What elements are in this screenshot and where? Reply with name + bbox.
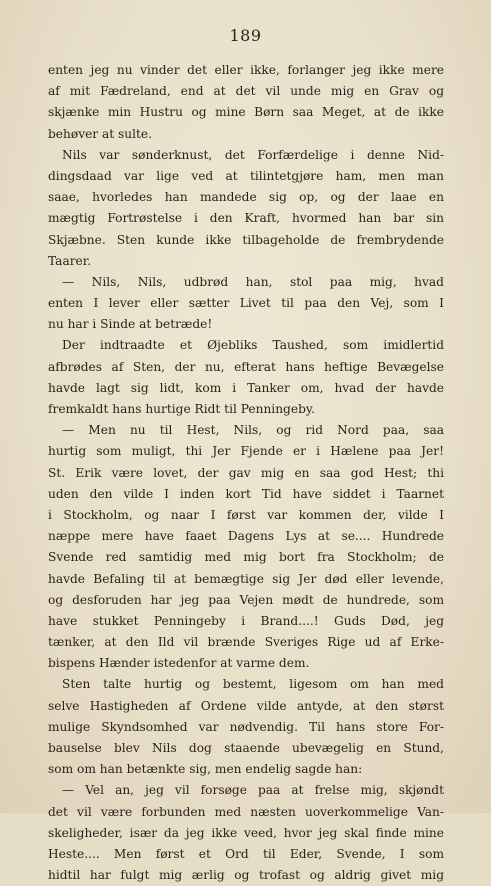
- text-line: St. Erik være lovet, der gav mig en saa god Hest; thi: [48, 465, 444, 480]
- text-line: have stukket Penningeby i Brand....! Guds Død, jeg: [48, 613, 444, 628]
- text-line: mulige Skyndsomhed var nødvendig. Til hans store For-: [48, 719, 444, 734]
- text-line: behøver at sulte.: [48, 126, 153, 141]
- text-line: Skjæbne. Sten kunde ikke tilbageholde de frembrydende: [48, 232, 444, 247]
- text-line: afbrødes af Sten, der nu, efterat hans heftige Bevægelse: [48, 359, 444, 374]
- text-line: hurtig som muligt, thi Jer Fjende er i Hælene paa Jer!: [48, 444, 444, 459]
- text-line: som om han betænkte sig, men endelig sagde han:: [48, 762, 363, 777]
- text-line: Nils var sønderknust, det Forfærdelige i denne Nid-: [62, 147, 444, 162]
- text-line: og desforuden har jeg paa Vejen mødt de hundrede, som: [48, 592, 444, 607]
- text-line: tænker, at den Ild vil brænde Sveriges Rige ud af Erke-: [48, 635, 444, 650]
- text-line: enten I lever eller sætter Livet til paa den Vej, som I: [48, 296, 444, 311]
- text-line: selve Hastigheden af Ordene vilde antyde, at den størst: [48, 698, 444, 713]
- text-line: — Nils, Nils, udbrød han, stol paa mig, hvad: [62, 274, 444, 289]
- text-line: næppe mere have faaet Dagens Lys at se.... Hundrede: [48, 529, 444, 544]
- text-line: Svende red samtidig med mig bort fra Stockholm; de: [48, 550, 444, 565]
- text-line: skjænke min Hustru og mine Børn saa Meget, at de ikke: [48, 105, 444, 120]
- text-line: mægtig Fortrøstelse i den Kraft, hvormed han bar sin: [48, 211, 444, 226]
- body-text: [48, 60, 444, 886]
- text-line: Der indtraadte et Øjebliks Taushed, som imidlertid: [62, 338, 444, 353]
- text-line: dingsdaad var lige ved at tilintetgjøre ham, men man: [48, 168, 444, 183]
- page-number: 189: [229, 26, 262, 45]
- text-line: af mit Fædreland, end at det vil unde mig en Grav og: [48, 84, 444, 99]
- text-line: bispens Hænder istedenfor at varme dem.: [48, 656, 310, 671]
- text-line: Heste.... Men først et Ord til Eder, Svende, I som: [48, 846, 444, 861]
- text-line: enten jeg nu vinder det eller ikke, forlanger jeg ikke mere: [48, 63, 444, 77]
- text-line: Sten talte hurtig og bestemt, ligesom om han med: [62, 677, 444, 692]
- text-line: i Stockholm, og naar I først var kommen der, vilde I: [48, 507, 444, 522]
- text-line: fremkaldt hans hurtige Ridt til Penningeby.: [48, 402, 316, 416]
- text-line: det vil være forbunden med næsten uoverkommelige Van-: [48, 804, 444, 819]
- text-line: uden den vilde I inden kort Tid have siddet i Taarnet: [48, 486, 444, 501]
- text-line: saae, hvorledes han mandede sig op, og der laae en: [48, 190, 444, 205]
- text-line: hidtil har fulgt mig ærlig og trofast og aldrig givet mig: [48, 868, 444, 883]
- text-line: havde Befaling til at bemægtige sig Jer død eller levende,: [48, 571, 444, 586]
- text-line: skeligheder, især da jeg ikke veed, hvor jeg skal finde mine: [48, 825, 444, 840]
- text-line: Taarer.: [48, 253, 92, 268]
- text-line: havde lagt sig lidt, kom i Tanker om, hvad der havde: [48, 380, 444, 395]
- text-line: — Men nu til Hest, Nils, og rid Nord paa, saa: [62, 423, 444, 438]
- text-line: bauselse blev Nils dog staaende ubevægelig en Stund,: [48, 741, 444, 755]
- text-line: nu har i Sinde at betræde!: [48, 317, 213, 332]
- text-line: — Vel an, jeg vil forsøge paa at frelse mig, skjøndt: [62, 783, 444, 798]
